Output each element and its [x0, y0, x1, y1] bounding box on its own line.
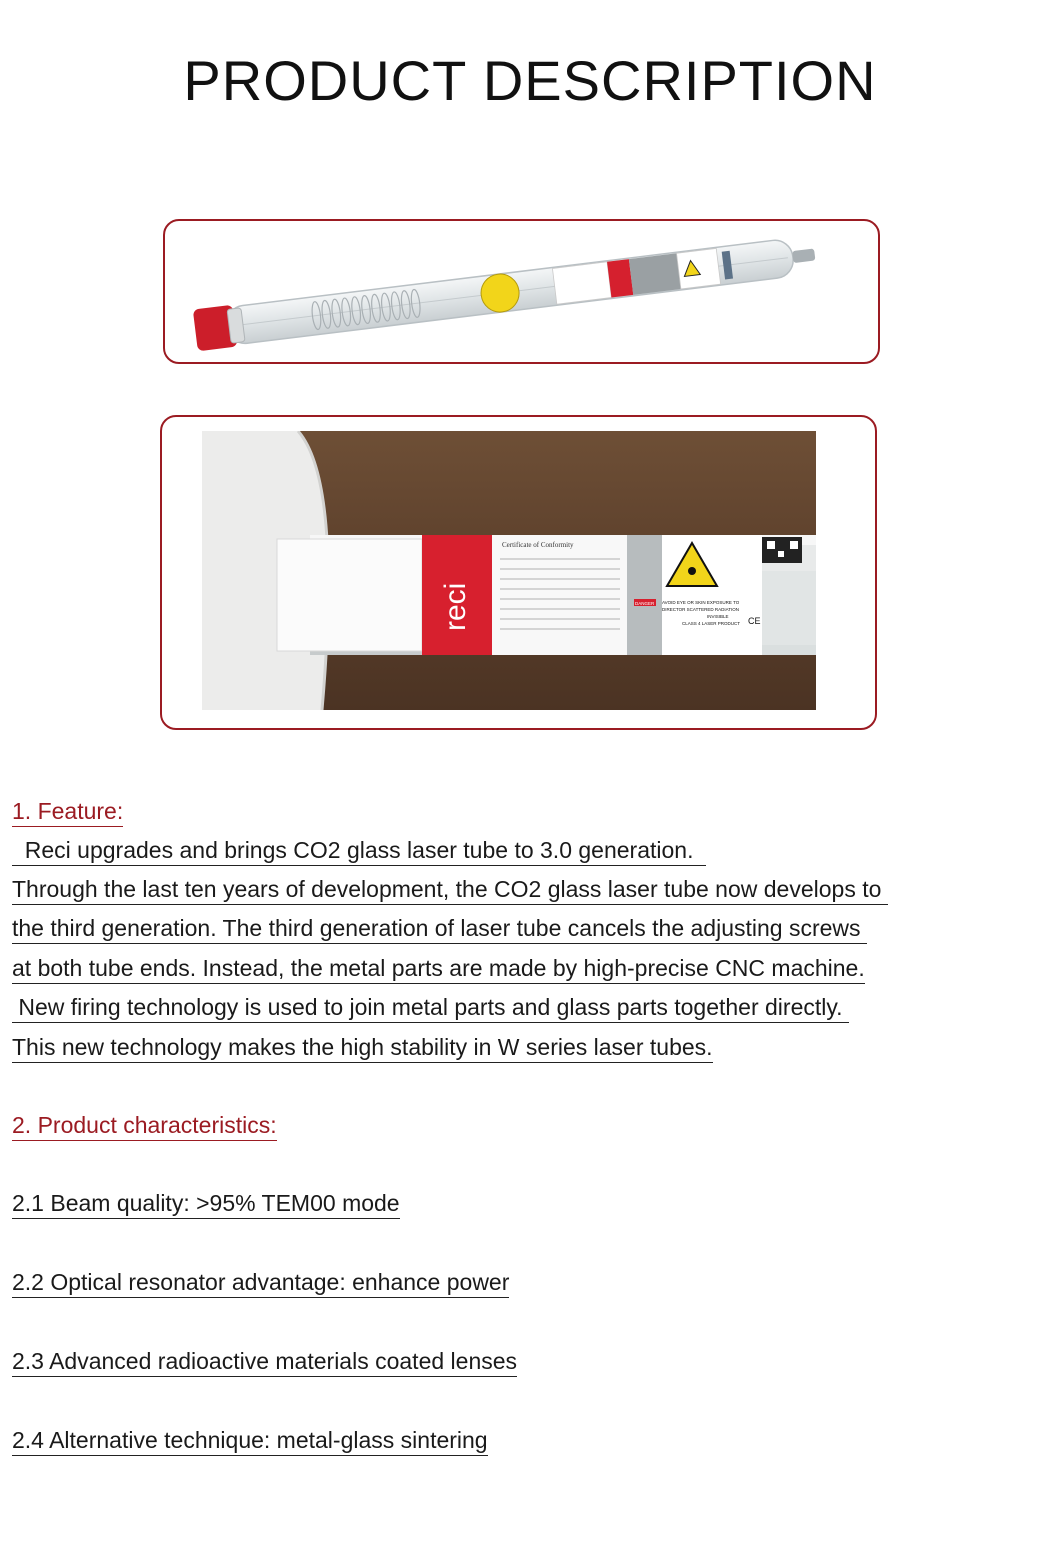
feature-line-1: Reci upgrades and brings CO2 glass laser tube to 3.0 generation. — [12, 839, 706, 866]
characteristic-item-3: 2.3 Advanced radioactive materials coated lenses — [12, 1350, 517, 1377]
warning-text-1: AVOID EYE OR SKIN EXPOSURE TO — [662, 600, 740, 605]
feature-line-6: This new technology makes the high stability in W series laser tubes. — [12, 1036, 713, 1063]
feature-line-2: Through the last ten years of development, the CO2 glass laser tube now develops to — [12, 878, 888, 905]
feature-line-5: New firing technology is used to join metal parts and glass parts together directly. — [12, 996, 849, 1023]
characteristic-item-2: 2.2 Optical resonator advantage: enhance power — [12, 1271, 509, 1298]
ce-mark: CE — [748, 616, 761, 626]
tube-brand-label: reci — [165, 221, 167, 222]
characteristics-heading: 2. Product characteristics: — [12, 1114, 277, 1141]
photo-brand-label: reci — [439, 582, 472, 631]
feature-heading: 1. Feature: — [12, 800, 123, 827]
label-closeup-photo — [202, 431, 816, 710]
warning-text-4: CLASS 4 LASER PRODUCT — [682, 621, 741, 626]
warning-tag: DANGER — [635, 601, 655, 606]
characteristic-item-4: 2.4 Alternative technique: metal-glass sintering — [12, 1429, 488, 1456]
label-closeup-image-frame — [160, 415, 877, 730]
label-closeup-illustration — [202, 431, 816, 710]
characteristic-item-1: 2.1 Beam quality: >95% TEM00 mode — [12, 1192, 400, 1219]
feature-line-4: at both tube ends. Instead, the metal parts are made by high-precise CNC machine. — [12, 957, 865, 984]
warning-text-2: DIRECTOR SCATTERED RADIATION — [662, 607, 740, 612]
laser-tube-illustration — [165, 221, 878, 362]
warning-text-3: INVISIBLE — [707, 614, 729, 619]
laser-tube-image-frame — [163, 219, 880, 364]
feature-line-3: the third generation. The third generation of laser tube cancels the adjusting screws — [12, 917, 867, 944]
page-title: PRODUCT DESCRIPTION — [183, 49, 877, 112]
certificate-title: Certificate of Conformity — [502, 541, 574, 549]
